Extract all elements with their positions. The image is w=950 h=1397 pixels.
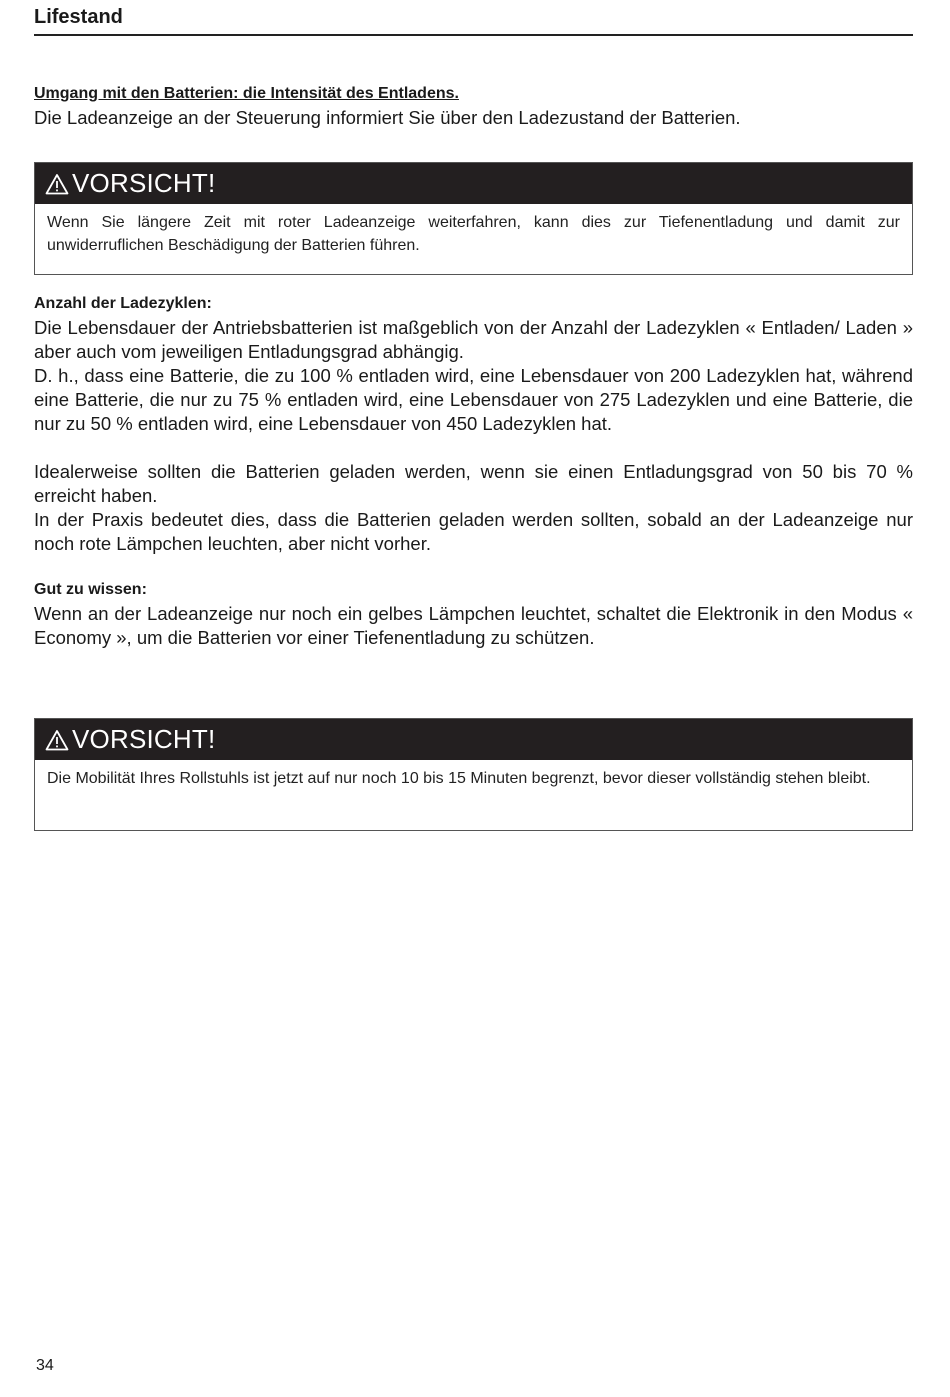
- section-paragraph: Idealerweise sollten die Batterien geladen werden, wenn sie einen Entladungsgrad von 50 bis 70 % erreicht haben.: [34, 461, 913, 506]
- page-number: 34: [36, 1357, 54, 1374]
- section-paragraph: D. h., dass eine Batterie, die zu 100 % entladen wird, eine Lebensdauer von 200 Ladezyklen hat, während eine Batterie, die nur zu 75 % entladen wird, eine Lebensdauer von 275 Ladezyklen und eine Batterie, die nur zu 50 % entladen wird, eine Lebensdauer von 450 Ladezyklen hat.: [34, 365, 913, 434]
- section-good-to-know: [34, 578, 913, 650]
- warning-triangle-icon: [45, 729, 69, 751]
- caution-title: VORSICHT!: [72, 168, 216, 198]
- section-text: Wenn an der Ladeanzeige nur noch ein gelbes Lämpchen leuchtet, schaltet die Elektronik in den Modus « Economy », um die Batterien vor einer Tiefenentladung zu schützen.: [34, 603, 913, 648]
- caution-header: [35, 163, 912, 204]
- section-text: Die Ladeanzeige an der Steuerung informiert Sie über den Ladezustand der Batterien.: [34, 107, 741, 128]
- caution-title: VORSICHT!: [72, 724, 216, 754]
- section-charge-cycles: [34, 292, 913, 436]
- section-heading: Umgang mit den Batterien: die Intensität des Entladens.: [34, 85, 459, 102]
- caution-box-1: [34, 162, 913, 275]
- section-heading: Gut zu wissen:: [34, 581, 147, 598]
- header-rule: [34, 34, 913, 36]
- caution-header: [35, 719, 912, 760]
- caution-box-2: [34, 718, 913, 831]
- section-ideal-charging: [34, 460, 913, 556]
- section-paragraph: Die Lebensdauer der Antriebsbatterien ist maßgeblich von der Anzahl der Ladezyklen « Entladen/ Laden » aber auch vom jeweiligen Entladungsgrad abhängig.: [34, 317, 913, 362]
- caution-text: Die Mobilität Ihres Rollstuhls ist jetzt auf nur noch 10 bis 15 Minuten begrenzt, bevor dieser vollständig stehen bleibt.: [47, 770, 871, 787]
- page-header-title: Lifestand: [34, 6, 123, 28]
- section-heading: Anzahl der Ladezyklen:: [34, 295, 212, 312]
- section-battery-handling: [34, 82, 913, 130]
- warning-triangle-icon: [45, 173, 69, 195]
- section-paragraph: In der Praxis bedeutet dies, dass die Batterien geladen werden sollten, sobald an der Ladeanzeige nur noch rote Lämpchen leuchten, aber nicht vorher.: [34, 509, 913, 554]
- caution-text: Wenn Sie längere Zeit mit roter Ladeanzeige weiterfahren, kann dies zur Tiefenentladung und damit zur unwiderruflichen Beschädigung der Batterien führen.: [47, 214, 900, 254]
